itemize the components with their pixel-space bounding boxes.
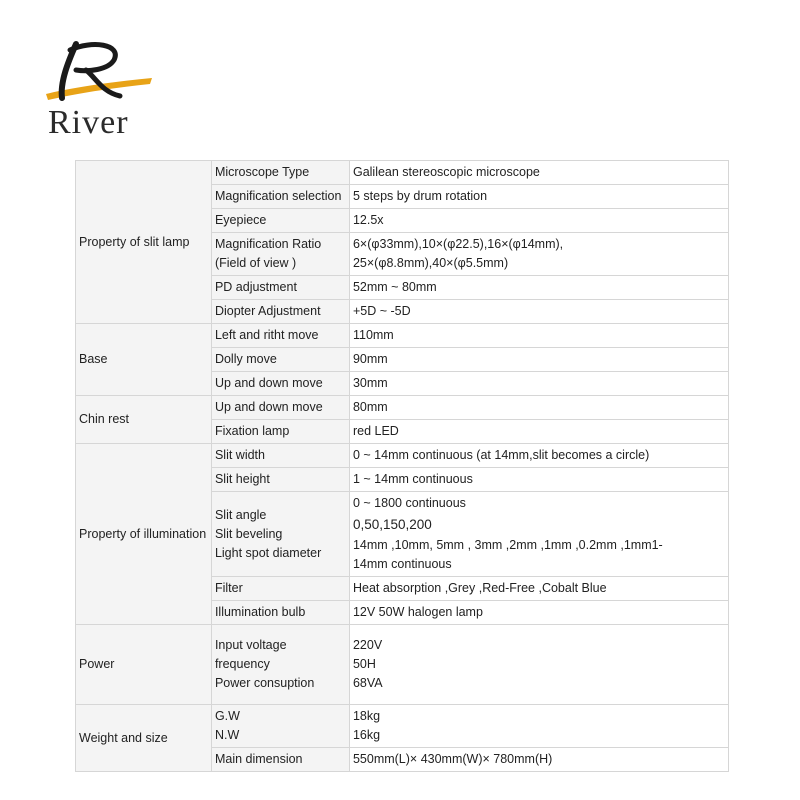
- item-label: Fixation lamp: [211, 420, 349, 444]
- category-slit-lamp: Property of slit lamp: [76, 161, 212, 324]
- item-label: Main dimension: [211, 748, 349, 772]
- table-row: [76, 444, 729, 468]
- item-value: 0 ~ 1800 continuous 0,50,150,200 14mm ,10mm, 5mm , 3mm ,2mm ,1mm ,0.2mm ,1mm1- 14mm continuous: [349, 492, 728, 577]
- item-label: Illumination bulb: [211, 601, 349, 625]
- category-weight-size: Weight and size: [76, 705, 212, 772]
- item-value: 0 ~ 14mm continuous (at 14mm,slit becomes a circle): [349, 444, 728, 468]
- spec-table: [75, 160, 729, 772]
- item-label: Eyepiece: [211, 209, 349, 233]
- item-value: 550mm(L)× 430mm(W)× 780mm(H): [349, 748, 728, 772]
- item-value: 220V 50H 68VA: [349, 625, 728, 705]
- brush-r-logo-icon: [40, 38, 160, 108]
- river-logo: [40, 38, 180, 148]
- item-label: Filter: [211, 577, 349, 601]
- category-power: Power: [76, 625, 212, 705]
- category-chin-rest: Chin rest: [76, 396, 212, 444]
- item-label: Dolly move: [211, 348, 349, 372]
- item-value: 18kg 16kg: [349, 705, 728, 748]
- item-value: Galilean stereoscopic microscope: [349, 161, 728, 185]
- item-value: 12V 50W halogen lamp: [349, 601, 728, 625]
- item-label: Left and ritht move: [211, 324, 349, 348]
- item-value: 30mm: [349, 372, 728, 396]
- item-label: Slit angle Slit beveling Light spot diameter: [211, 492, 349, 577]
- item-value: Heat absorption ,Grey ,Red-Free ,Cobalt Blue: [349, 577, 728, 601]
- item-value: 1 ~ 14mm continuous: [349, 468, 728, 492]
- item-label: Up and down move: [211, 372, 349, 396]
- table-row: [76, 625, 729, 705]
- item-value: 12.5x: [349, 209, 728, 233]
- item-value: 90mm: [349, 348, 728, 372]
- item-value: 52mm ~ 80mm: [349, 276, 728, 300]
- item-label: Input voltage frequency Power consuption: [211, 625, 349, 705]
- item-label: G.W N.W: [211, 705, 349, 748]
- item-label: Magnification Ratio (Field of view ): [211, 233, 349, 276]
- table-row: [76, 324, 729, 348]
- brand-name: River: [48, 104, 129, 141]
- item-label: Microscope Type: [211, 161, 349, 185]
- category-base: Base: [76, 324, 212, 396]
- table-row: [76, 396, 729, 420]
- item-value: 110mm: [349, 324, 728, 348]
- item-label: Slit width: [211, 444, 349, 468]
- item-value: red LED: [349, 420, 728, 444]
- table-row: [76, 161, 729, 185]
- item-label: PD adjustment: [211, 276, 349, 300]
- item-value: 5 steps by drum rotation: [349, 185, 728, 209]
- item-value: 6×(φ33mm),10×(φ22.5),16×(φ14mm), 25×(φ8.8mm),40×(φ5.5mm): [349, 233, 728, 276]
- item-label: Slit height: [211, 468, 349, 492]
- category-illumination: Property of illumination: [76, 444, 212, 625]
- item-label: Magnification selection: [211, 185, 349, 209]
- item-label: Diopter Adjustment: [211, 300, 349, 324]
- table-row: [76, 705, 729, 748]
- item-value: +5D ~ -5D: [349, 300, 728, 324]
- item-value: 80mm: [349, 396, 728, 420]
- item-label: Up and down move: [211, 396, 349, 420]
